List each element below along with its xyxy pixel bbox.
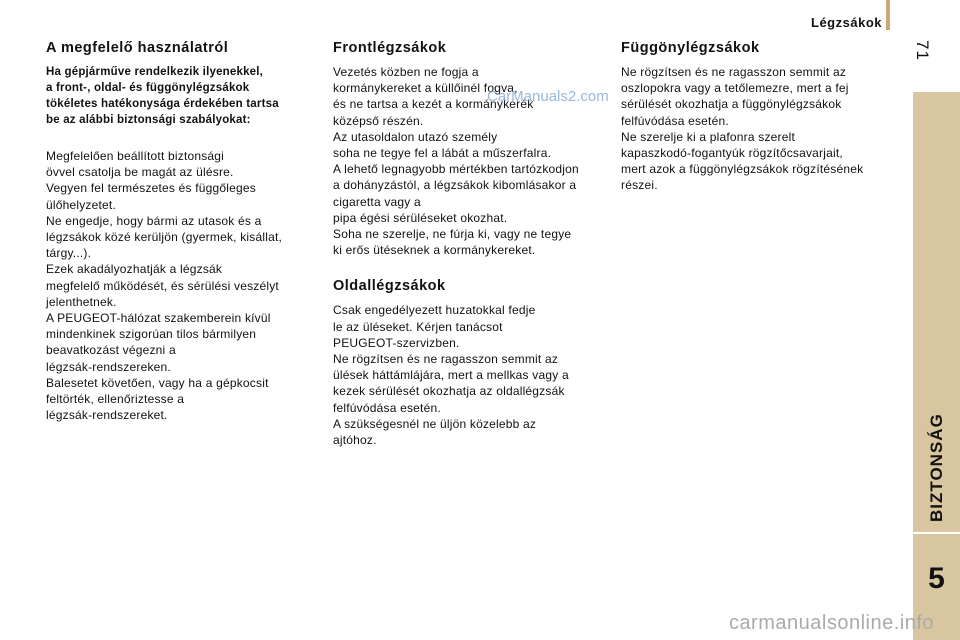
side-airbags-body: Csak engedélyezett huzatokkal fedje le az üléseket. Kérjen tanácsot PEUGEOT-szervizben. Ne rögzítsen és ne ragasszon semmit az ülések háttámlájára, mert a mellkas vagy a kezek sérülését okozhatja az oldallégzsák felfúvódása esetén. A szükségesnél ne üljön közelebb az ajtóhoz. [333,303,569,448]
heading-curtain-airbags: Függönylégzsákok [621,40,760,56]
header-rule [886,0,890,30]
page-number: 71 [913,40,932,61]
heading-side-airbags: Oldallégzsákok [333,278,446,295]
section-header-title: Légzsákok [811,15,882,30]
column-curtain-airbags [621,40,893,194]
usage-body: Megfelelően beállított biztonsági övvel csatolja be magát az ülésre. Vegyen fel természetes és függőleges ülőhelyzetet. Ne engedje, hogy bármi az utasok és a légzsákok közé kerüljön (gyermek, kisállat, tárgy...). Ezek akadályozhatják a légzsák megfelelő működését, és sérülési veszélyt jelenthetnek. A PEUGEOT-hálózat szakemberein kívül mindenkinek szigorúan tilos bármilyen beavatkozást végezni a légzsák-rendszereken. Balesetet követően, vagy ha a gépkocsit feltörték, ellenőriztesse a légzsák-rendszereket. [46,149,283,423]
chapter-divider [913,532,960,534]
heading-proper-use: A megfelelő használatról [46,40,229,56]
heading-front-airbags: Frontlégzsákok [333,40,447,56]
curtain-airbags-body: Ne rögzítsen és ne ragasszon semmit az oszlopokra vagy a tetőlemezre, mert a fej sérülését okozhatja a függönylégzsákok felfúvódása esetén. Ne szerelje ki a plafonra szerelt kapaszkodó-fogantyúk rögzítőcsavarjait, mert azok a függönylégzsákok rögzítésének részei. [621,65,864,193]
watermark-bottom: carmanualsonline.info [728,612,934,634]
intro-text: Ha gépjárműve rendelkezik ilyenekkel, a front-, oldal- és függönylégzsákok tökéletes hatékonysága érdekében tartsa be az alábbi biztonsági szabályokat: [46,66,279,126]
column-usage [46,40,318,423]
watermark-top: CarManuals2.com [487,88,609,105]
chapter-sidebar [913,92,960,640]
chapter-number: 5 [928,562,945,595]
front-airbags-body: Vezetés közben ne fogja a kormánykereket a küllőinél fogva, és ne tartsa a kezét a kormánykerék középső részén. Az utasoldalon utazó személy soha ne tegye fel a lábát a műszerfalra. A lehető legnagyobb mértékben tartózkodjon a dohányzástól, a légzsákok kibomlásakor a cigaretta vagy a pipa égési sérüléseket okozhat. Soha ne szerelje, ne fúrja ki, vagy ne tegye ki erős ütéseknek a kormánykereket. [333,65,579,258]
chapter-title: BIZTONSÁG [927,413,946,522]
